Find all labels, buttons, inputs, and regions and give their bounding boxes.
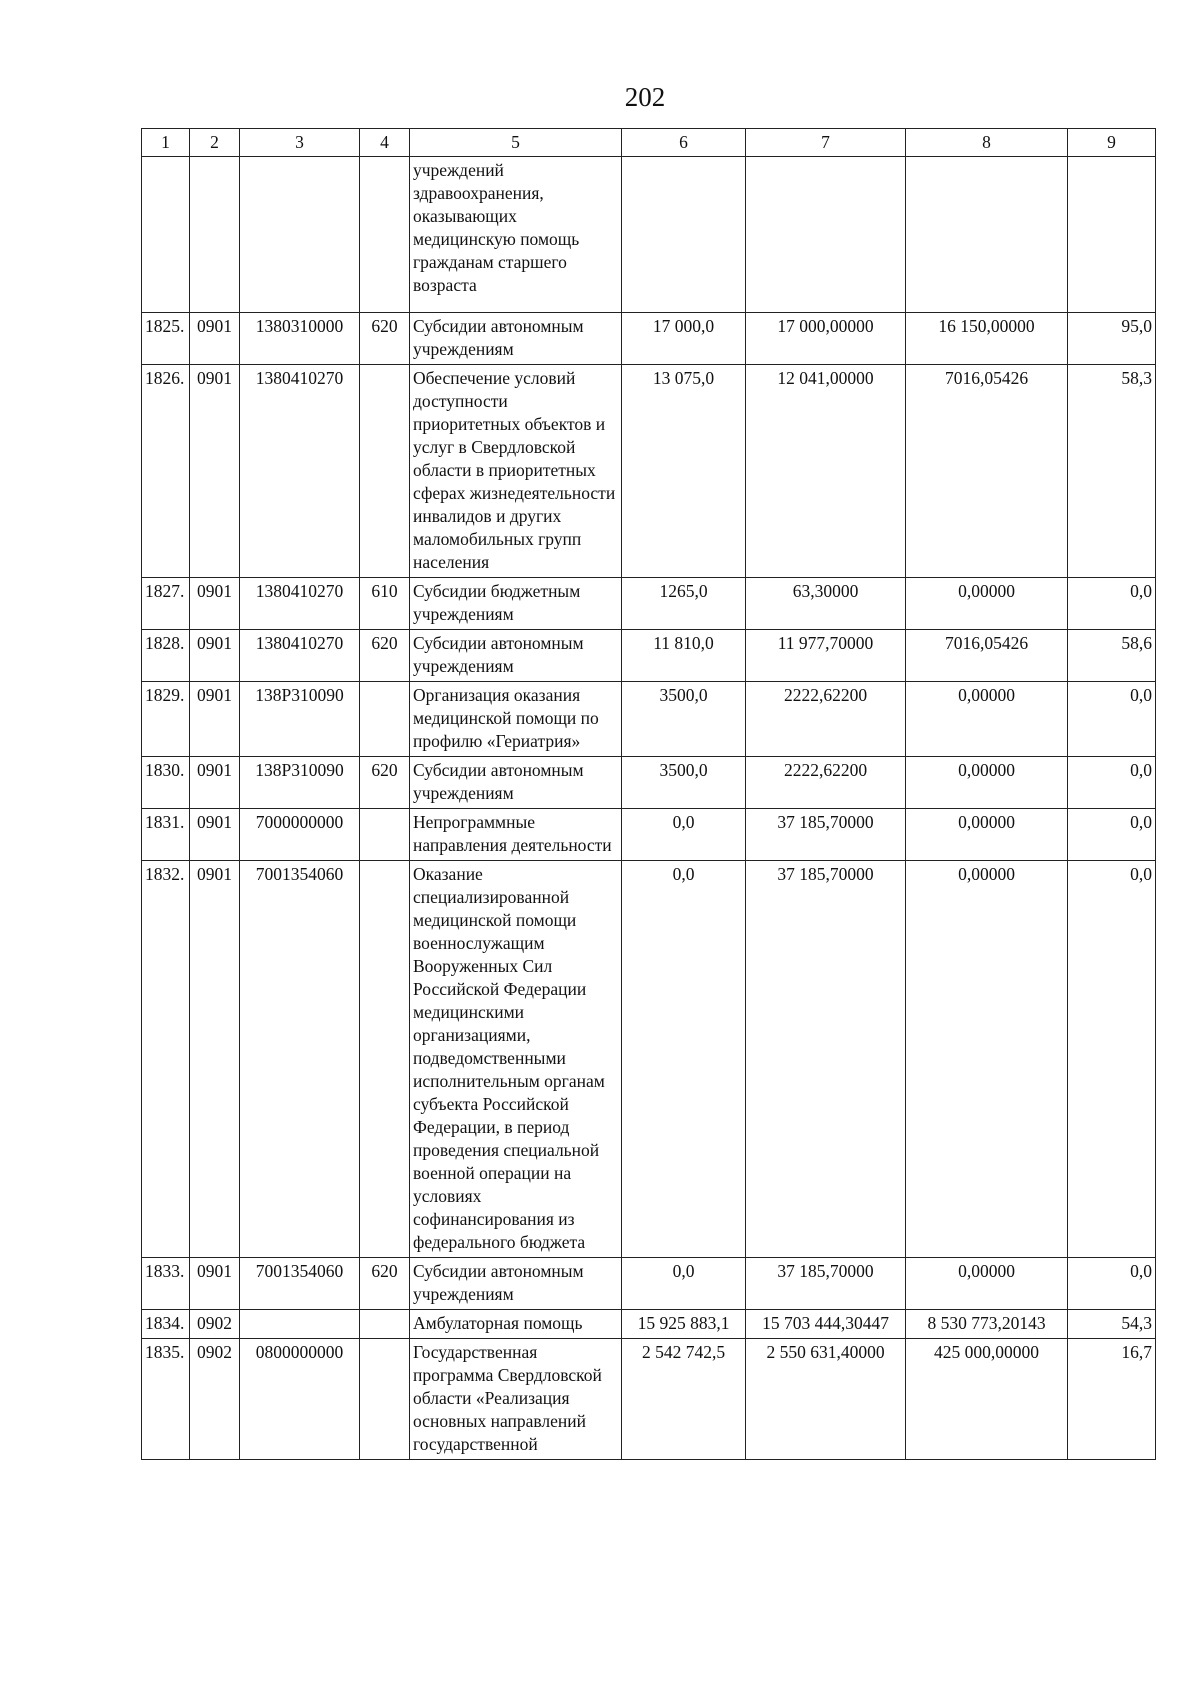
value-col-6: 2 542 742,5 xyxy=(622,1339,746,1460)
section-code: 0901 xyxy=(190,682,240,757)
value-col-8: 0,00000 xyxy=(906,861,1068,1258)
section-code: 0901 xyxy=(190,809,240,861)
expense-type-code xyxy=(360,157,410,313)
value-col-8: 7016,05426 xyxy=(906,365,1068,578)
section-code: 0902 xyxy=(190,1339,240,1460)
row-number: 1834. xyxy=(142,1310,190,1339)
col-header-3: 3 xyxy=(240,129,360,157)
row-number: 1826. xyxy=(142,365,190,578)
section-code: 0901 xyxy=(190,578,240,630)
table-row xyxy=(142,682,1156,757)
item-name: учреждений здравоохранения, оказывающих медицинскую помощь гражданам старшего возраста xyxy=(410,157,622,313)
value-col-7: 11 977,70000 xyxy=(746,630,906,682)
value-col-8: 425 000,00000 xyxy=(906,1339,1068,1460)
section-code: 0902 xyxy=(190,1310,240,1339)
row-number: 1831. xyxy=(142,809,190,861)
value-col-7: 2 550 631,40000 xyxy=(746,1339,906,1460)
value-col-7: 12 041,00000 xyxy=(746,365,906,578)
value-col-8: 8 530 773,20143 xyxy=(906,1310,1068,1339)
item-name: Амбулаторная помощь xyxy=(410,1310,622,1339)
target-article-code: 7001354060 xyxy=(240,861,360,1258)
value-col-7: 2222,62200 xyxy=(746,682,906,757)
target-article-code: 7000000000 xyxy=(240,809,360,861)
expense-type-code xyxy=(360,1310,410,1339)
value-col-7: 63,30000 xyxy=(746,578,906,630)
value-col-7: 37 185,70000 xyxy=(746,861,906,1258)
item-name: Оказание специализированной медицинской помощи военнослужащим Вооруженных Сил Российской Федерации медицинскими организациями, подведомственными исполнительным органам субъекта Российской Федерации, в период проведения специальной военной операции на условиях софинансирования из федерального бюджета xyxy=(410,861,622,1258)
col-header-2: 2 xyxy=(190,129,240,157)
expense-type-code xyxy=(360,861,410,1258)
target-article-code: 1380410270 xyxy=(240,365,360,578)
expense-type-code: 620 xyxy=(360,313,410,365)
value-col-6: 3500,0 xyxy=(622,757,746,809)
target-article-code: 1380310000 xyxy=(240,313,360,365)
row-number: 1835. xyxy=(142,1339,190,1460)
value-col-8: 0,00000 xyxy=(906,578,1068,630)
target-article-code: 138Р310090 xyxy=(240,757,360,809)
expense-type-code xyxy=(360,365,410,578)
expense-type-code: 620 xyxy=(360,757,410,809)
item-name: Субсидии бюджетным учреждениям xyxy=(410,578,622,630)
table-row xyxy=(142,630,1156,682)
col-header-6: 6 xyxy=(622,129,746,157)
percent-col-9: 54,3 xyxy=(1068,1310,1156,1339)
value-col-7: 37 185,70000 xyxy=(746,1258,906,1310)
percent-col-9: 0,0 xyxy=(1068,578,1156,630)
row-number: 1827. xyxy=(142,578,190,630)
col-header-5: 5 xyxy=(410,129,622,157)
value-col-6: 15 925 883,1 xyxy=(622,1310,746,1339)
percent-col-9: 0,0 xyxy=(1068,861,1156,1258)
section-code: 0901 xyxy=(190,757,240,809)
row-number: 1825. xyxy=(142,313,190,365)
target-article-code: 0800000000 xyxy=(240,1339,360,1460)
value-col-7: 17 000,00000 xyxy=(746,313,906,365)
expense-type-code xyxy=(360,1339,410,1460)
page-number: 202 xyxy=(624,82,666,112)
col-header-8: 8 xyxy=(906,129,1068,157)
value-col-8: 0,00000 xyxy=(906,1258,1068,1310)
table-row xyxy=(142,578,1156,630)
item-name: Государственная программа Свердловской области «Реализация основных направлений государственной xyxy=(410,1339,622,1460)
value-col-7: 37 185,70000 xyxy=(746,809,906,861)
target-article-code: 7001354060 xyxy=(240,1258,360,1310)
section-code: 0901 xyxy=(190,365,240,578)
row-number: 1830. xyxy=(142,757,190,809)
item-name: Субсидии автономным учреждениям xyxy=(410,630,622,682)
percent-col-9: 0,0 xyxy=(1068,757,1156,809)
section-code: 0901 xyxy=(190,630,240,682)
row-number: 1829. xyxy=(142,682,190,757)
table-row xyxy=(142,365,1156,578)
expense-type-code: 620 xyxy=(360,630,410,682)
percent-col-9: 58,3 xyxy=(1068,365,1156,578)
item-name: Субсидии автономным учреждениям xyxy=(410,1258,622,1310)
percent-col-9: 0,0 xyxy=(1068,809,1156,861)
value-col-8 xyxy=(906,157,1068,313)
table-row xyxy=(142,809,1156,861)
value-col-6: 13 075,0 xyxy=(622,365,746,578)
row-number: 1832. xyxy=(142,861,190,1258)
table-row xyxy=(142,1339,1156,1460)
table-row xyxy=(142,157,1156,313)
target-article-code: 1380410270 xyxy=(240,578,360,630)
section-code: 0901 xyxy=(190,1258,240,1310)
value-col-6: 1265,0 xyxy=(622,578,746,630)
table-row xyxy=(142,757,1156,809)
item-name: Обеспечение условий доступности приоритетных объектов и услуг в Свердловской области в приоритетных сферах жизнедеятельности инвалидов и других маломобильных групп населения xyxy=(410,365,622,578)
col-header-1: 1 xyxy=(142,129,190,157)
percent-col-9 xyxy=(1068,157,1156,313)
value-col-6: 17 000,0 xyxy=(622,313,746,365)
row-number xyxy=(142,157,190,313)
col-header-7: 7 xyxy=(746,129,906,157)
col-header-9: 9 xyxy=(1068,129,1156,157)
percent-col-9: 58,6 xyxy=(1068,630,1156,682)
col-header-4: 4 xyxy=(360,129,410,157)
value-col-6: 0,0 xyxy=(622,1258,746,1310)
expense-type-code: 620 xyxy=(360,1258,410,1310)
table-row xyxy=(142,1258,1156,1310)
budget-table xyxy=(141,128,1156,1460)
percent-col-9: 16,7 xyxy=(1068,1339,1156,1460)
row-number: 1833. xyxy=(142,1258,190,1310)
value-col-8: 0,00000 xyxy=(906,682,1068,757)
value-col-6 xyxy=(622,157,746,313)
target-article-code: 138Р310090 xyxy=(240,682,360,757)
value-col-6: 11 810,0 xyxy=(622,630,746,682)
item-name: Организация оказания медицинской помощи по профилю «Гериатрия» xyxy=(410,682,622,757)
expense-type-code xyxy=(360,809,410,861)
value-col-8: 0,00000 xyxy=(906,809,1068,861)
target-article-code xyxy=(240,1310,360,1339)
header-row xyxy=(142,129,1156,157)
table-row xyxy=(142,313,1156,365)
row-number: 1828. xyxy=(142,630,190,682)
section-code xyxy=(190,157,240,313)
value-col-7 xyxy=(746,157,906,313)
value-col-6: 0,0 xyxy=(622,861,746,1258)
value-col-6: 0,0 xyxy=(622,809,746,861)
table-row xyxy=(142,861,1156,1258)
table-row xyxy=(142,1310,1156,1339)
value-col-7: 15 703 444,30447 xyxy=(746,1310,906,1339)
value-col-8: 7016,05426 xyxy=(906,630,1068,682)
expense-type-code: 610 xyxy=(360,578,410,630)
percent-col-9: 95,0 xyxy=(1068,313,1156,365)
percent-col-9: 0,0 xyxy=(1068,1258,1156,1310)
value-col-7: 2222,62200 xyxy=(746,757,906,809)
target-article-code: 1380410270 xyxy=(240,630,360,682)
percent-col-9: 0,0 xyxy=(1068,682,1156,757)
value-col-8: 0,00000 xyxy=(906,757,1068,809)
section-code: 0901 xyxy=(190,861,240,1258)
section-code: 0901 xyxy=(190,313,240,365)
expense-type-code xyxy=(360,682,410,757)
target-article-code xyxy=(240,157,360,313)
value-col-8: 16 150,00000 xyxy=(906,313,1068,365)
item-name: Субсидии автономным учреждениям xyxy=(410,757,622,809)
item-name: Субсидии автономным учреждениям xyxy=(410,313,622,365)
item-name: Непрограммные направления деятельности xyxy=(410,809,622,861)
value-col-6: 3500,0 xyxy=(622,682,746,757)
